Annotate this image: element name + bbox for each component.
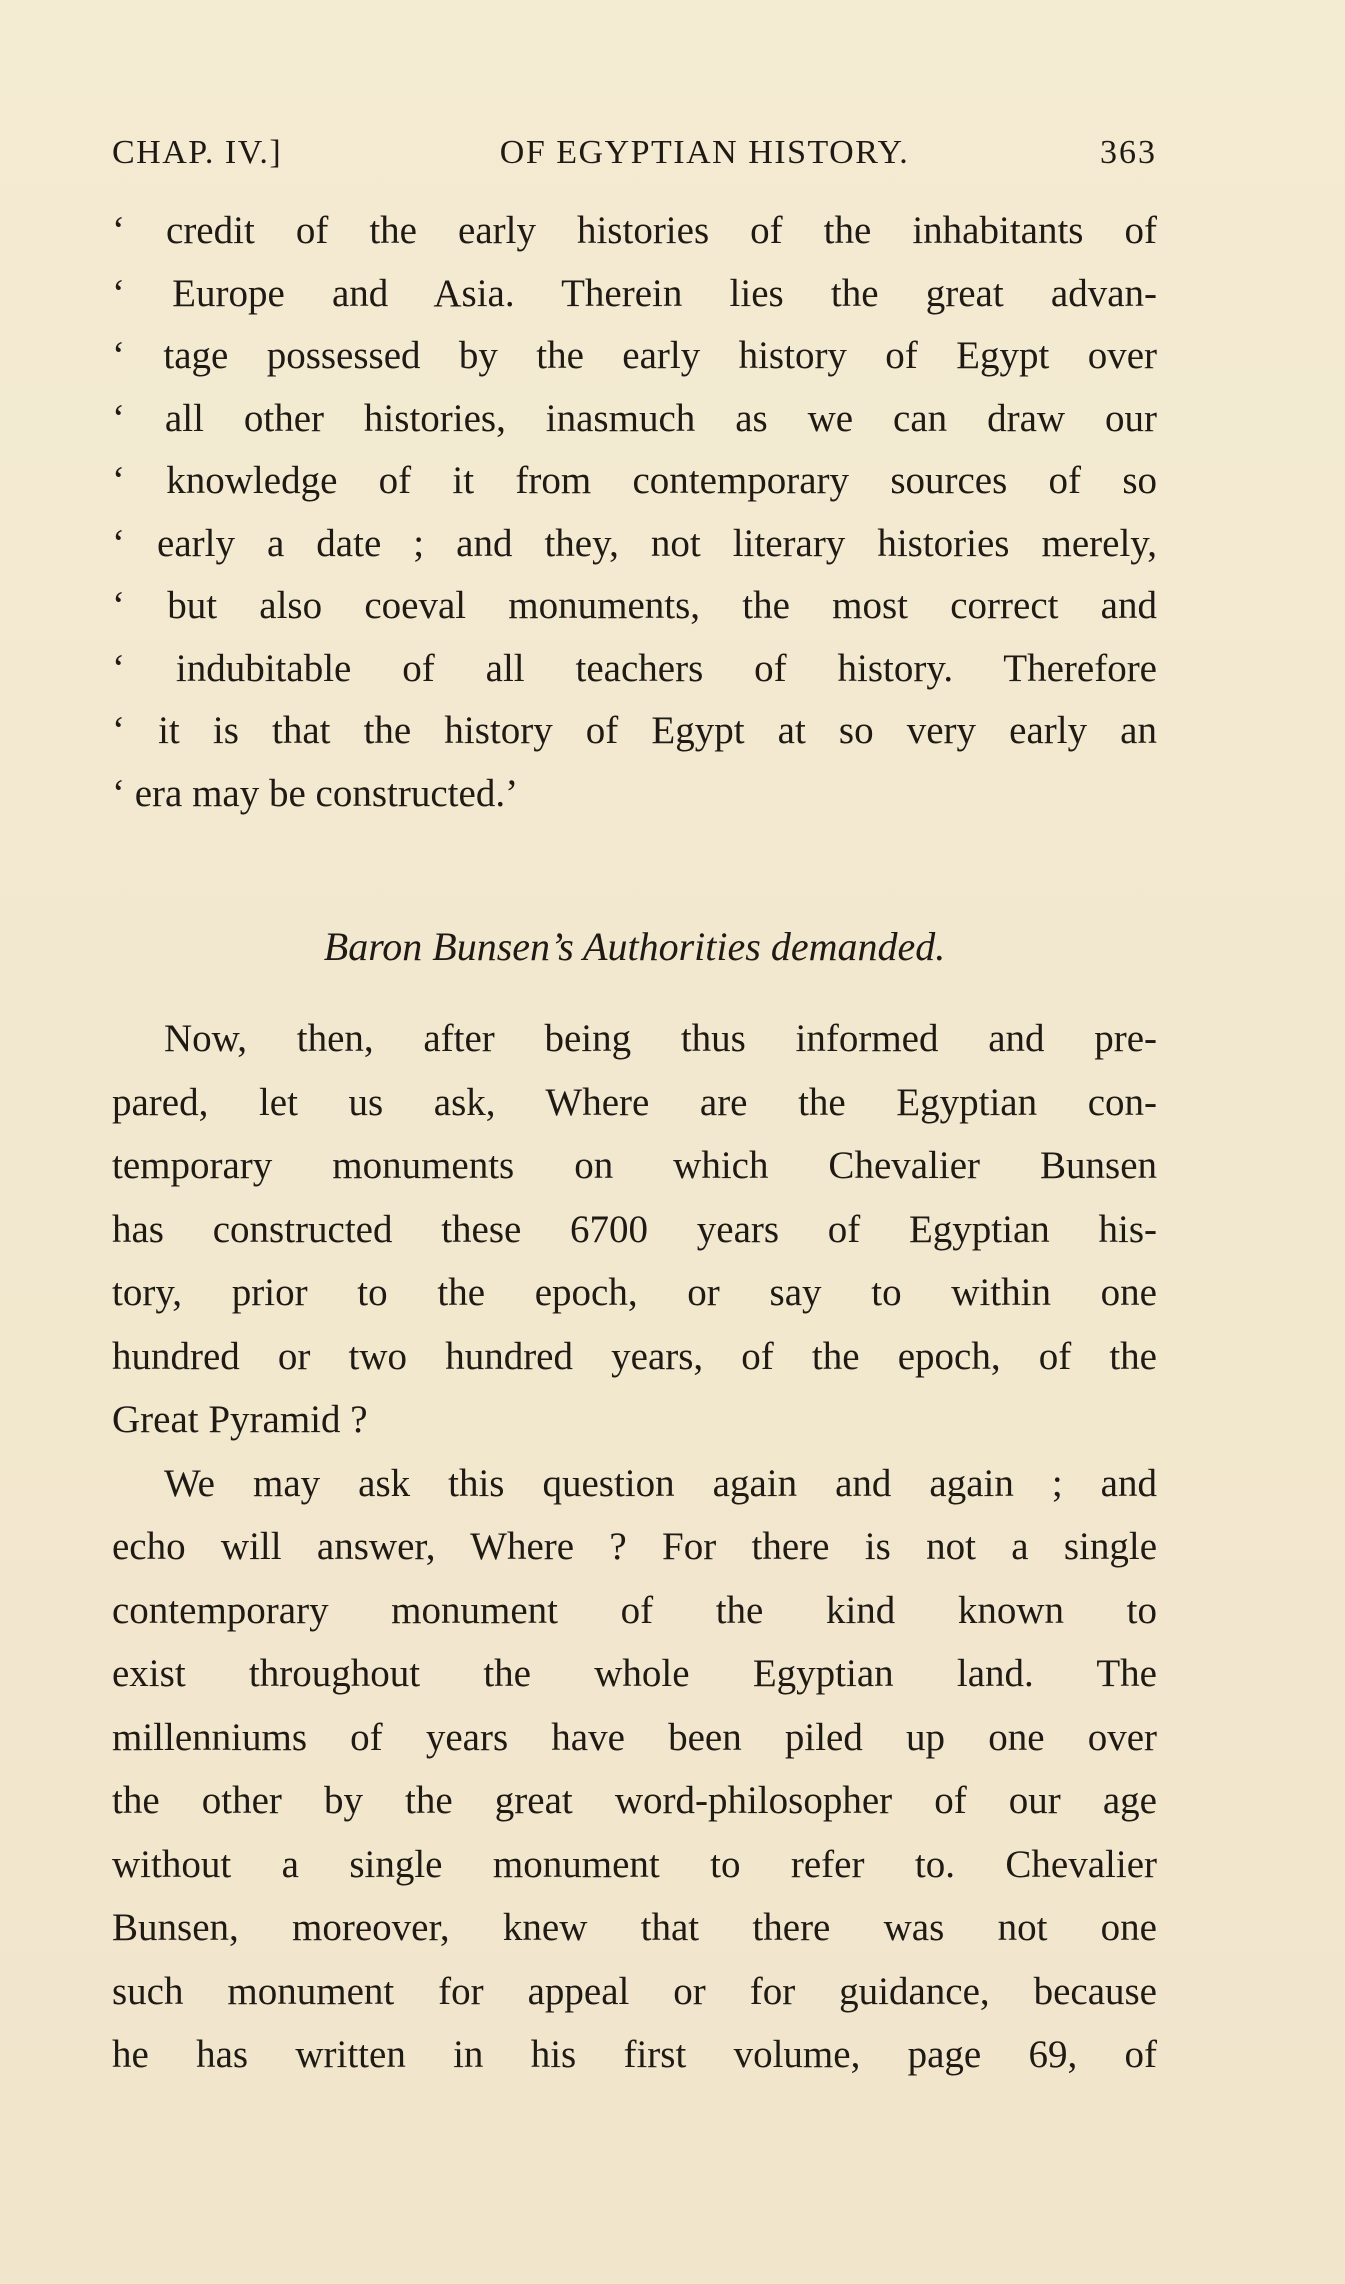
paragraph-2	[112, 1452, 1157, 2087]
text-line: without a single monument to refer to. Chevalier	[112, 1842, 1157, 1886]
text-line: the other by the great word-philosopher of our age	[112, 1779, 1157, 1822]
text-line: Bunsen, moreover, knew that there was not one	[112, 1906, 1157, 1949]
quote-line: ‘ early a date ; and they, not literary histories merely,	[112, 521, 1157, 565]
quote-line: ‘ indubitable of all teachers of history. Therefore	[112, 646, 1157, 690]
running-title: OF EGYPTIAN HISTORY.	[499, 134, 910, 171]
quote-line: ‘ it is that the history of Egypt at so very early an	[112, 709, 1157, 752]
text-line: We may ask this question again and again ; and	[164, 1461, 1157, 1505]
section-heading: Baron Bunsen’s Authorities demanded.	[323, 924, 946, 969]
page-number: 363	[1100, 134, 1157, 171]
text-line: pared, let us ask, Where are the Egyptian con-	[112, 1080, 1157, 1124]
text-line: he has written in his first volume, page 69, of	[112, 2033, 1157, 2076]
quote-line: ‘ credit of the early histories of the inhabitants of	[112, 209, 1157, 252]
text-line: such monument for appeal or for guidance, because	[112, 1969, 1157, 2013]
text-line: temporary monuments on which Chevalier Bunsen	[112, 1144, 1157, 1187]
text-line: contemporary monument of the kind known to	[112, 1588, 1157, 1632]
page-content	[112, 120, 1157, 2087]
quote-line: ‘ but also coeval monuments, the most correct and	[112, 584, 1157, 627]
quote-line: ‘ Europe and Asia. Therein lies the great advan-	[112, 271, 1157, 315]
quoted-passage	[112, 200, 1157, 825]
paragraph-1	[112, 1007, 1157, 1452]
text-line: hundred or two hundred years, of the epoch, of the	[112, 1334, 1157, 1378]
text-line: Great Pyramid ?	[112, 1398, 368, 1441]
text-line: Now, then, after being thus informed and pre-	[164, 1017, 1157, 1060]
text-line: has constructed these 6700 years of Egyptian his-	[112, 1207, 1157, 1251]
text-line: millenniums of years have been piled up one over	[112, 1715, 1157, 1759]
running-header	[112, 120, 1157, 186]
text-line: echo will answer, Where ? For there is not a single	[112, 1525, 1157, 1568]
quote-line: ‘ era may be constructed.’	[112, 771, 519, 815]
text-line: exist throughout the whole Egyptian land. The	[112, 1652, 1157, 1695]
quote-line: ‘ all other histories, inasmuch as we can draw our	[112, 396, 1157, 440]
text-line: tory, prior to the epoch, or say to within one	[112, 1271, 1157, 1314]
quote-line: ‘ knowledge of it from contemporary sources of so	[112, 459, 1157, 502]
chapter-label: CHAP. IV.]	[112, 134, 283, 171]
quote-line: ‘ tage possessed by the early history of Egypt over	[112, 334, 1157, 377]
